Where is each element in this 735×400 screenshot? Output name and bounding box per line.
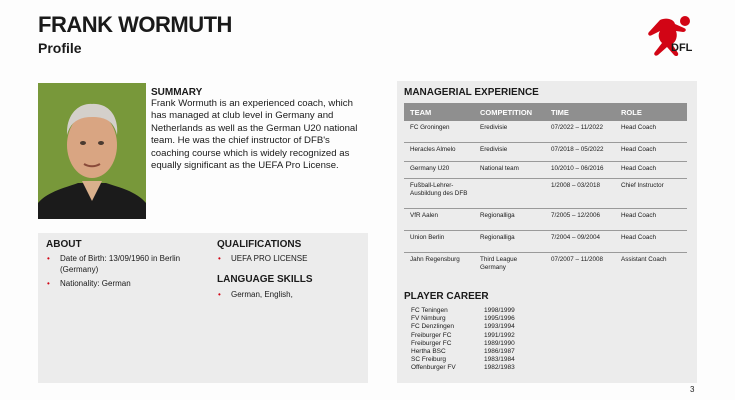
coach-photo bbox=[38, 83, 146, 219]
competition-cell: Eredivisie bbox=[474, 142, 545, 161]
table-row bbox=[404, 161, 687, 178]
season-cell: 1995/1996 bbox=[484, 315, 515, 323]
managerial-table bbox=[404, 103, 687, 278]
competition-cell: Third League Germany bbox=[480, 255, 518, 271]
club-cell: Offenburger FV bbox=[411, 364, 456, 372]
table-row bbox=[404, 252, 687, 278]
time-cell: 7/2004 – 09/2004 bbox=[545, 230, 615, 252]
list-item bbox=[411, 323, 515, 331]
column-header-competition: COMPETITION bbox=[474, 103, 545, 121]
managerial-panel bbox=[397, 81, 697, 383]
page-number: 3 bbox=[690, 385, 695, 394]
list-item bbox=[411, 364, 515, 372]
list-item bbox=[411, 332, 515, 340]
language-skills-list bbox=[217, 289, 357, 303]
season-cell: 1986/1987 bbox=[484, 348, 515, 356]
season-cell: 1983/1984 bbox=[484, 356, 515, 364]
language-item: • German, English, bbox=[217, 289, 357, 300]
competition-cell: Regionalliga bbox=[474, 208, 545, 230]
player-career-table bbox=[411, 307, 515, 373]
qualifications-heading: QUALIFICATIONS bbox=[217, 239, 302, 250]
season-cell: 1993/1994 bbox=[484, 323, 515, 331]
about-list bbox=[46, 253, 196, 292]
qualification-item: • UEFA PRO LICENSE bbox=[217, 253, 357, 264]
season-cell: 1998/1999 bbox=[484, 307, 515, 314]
club-cell: Hertha BSC bbox=[411, 348, 446, 356]
column-header-team: TEAM bbox=[404, 103, 474, 121]
about-heading: ABOUT bbox=[46, 239, 82, 250]
page-subtitle: Profile bbox=[38, 40, 82, 56]
team-cell: Jahn Regensburg bbox=[410, 255, 460, 263]
club-cell: FV Nimburg bbox=[411, 315, 446, 323]
season-cell: 1991/1992 bbox=[484, 331, 515, 339]
club-cell: Freiburger FC bbox=[411, 339, 452, 347]
table-row bbox=[404, 121, 687, 142]
role-cell: Head Coach bbox=[615, 142, 687, 161]
time-cell: 07/2022 – 11/2022 bbox=[545, 121, 615, 142]
role-cell: Assistant Coach bbox=[621, 255, 667, 263]
club-cell: SC Freiburg bbox=[411, 356, 447, 364]
language-skills-heading: LANGUAGE SKILLS bbox=[217, 274, 313, 285]
about-panel bbox=[38, 233, 368, 383]
season-cell: 1982/1983 bbox=[484, 364, 515, 372]
table-row bbox=[404, 230, 687, 252]
summary-heading: SUMMARY bbox=[151, 87, 203, 98]
club-cell: FC Teningen bbox=[411, 307, 448, 314]
about-item-dob: • Date of Birth: 13/09/1960 in Berlin (Germany) bbox=[46, 253, 196, 275]
list-item bbox=[411, 315, 515, 323]
list-item bbox=[411, 340, 515, 348]
list-item bbox=[411, 348, 515, 356]
dfl-logo-text: DFL bbox=[671, 42, 693, 54]
role-cell: Head Coach bbox=[615, 161, 687, 178]
list-item bbox=[411, 307, 515, 315]
role-cell: Head Coach bbox=[615, 230, 687, 252]
time-cell: 7/2005 – 12/2006 bbox=[545, 208, 615, 230]
column-header-role: ROLE bbox=[615, 103, 687, 121]
team-cell: Germany U20 bbox=[404, 161, 474, 178]
time-cell: 1/2008 – 03/2018 bbox=[545, 178, 615, 208]
player-career-heading: PLAYER CAREER bbox=[404, 291, 489, 302]
competition-cell: Regionalliga bbox=[474, 230, 545, 252]
role-cell: Head Coach bbox=[615, 121, 687, 142]
time-cell: 10/2010 – 06/2016 bbox=[545, 161, 615, 178]
team-cell: FC Groningen bbox=[404, 121, 474, 142]
season-cell: 1989/1990 bbox=[484, 339, 515, 347]
team-cell: Union Berlin bbox=[404, 230, 474, 252]
summary-text: Frank Wormuth is an experienced coach, which has managed at club level in Germany and Netherlands as well as the German U20 national team. He was the chief instructor of DFB's coaching course which is widely recognized as equally significant as the UEFA Pro License. bbox=[151, 98, 358, 172]
time-cell: 07/2007 – 11/2008 bbox=[551, 255, 604, 263]
table-row bbox=[404, 178, 687, 208]
table-row bbox=[404, 208, 687, 230]
qualifications-list bbox=[217, 253, 357, 267]
club-cell: FC Denzlingen bbox=[411, 323, 454, 331]
table-row bbox=[404, 142, 687, 161]
team-cell: VfR Aalen bbox=[404, 208, 474, 230]
page-title: FRANK WORMUTH bbox=[38, 12, 232, 37]
club-cell: Freiburger FC bbox=[411, 331, 452, 339]
list-item bbox=[411, 356, 515, 364]
managerial-heading: MANAGERIAL EXPERIENCE bbox=[404, 87, 539, 98]
competition-cell: Eredivisie bbox=[474, 121, 545, 142]
managerial-header-row bbox=[404, 103, 687, 121]
team-cell: Heracles Almelo bbox=[404, 142, 474, 161]
column-header-time: TIME bbox=[545, 103, 615, 121]
about-item-nationality: • Nationality: German bbox=[46, 278, 196, 289]
competition-cell: National team bbox=[474, 161, 545, 178]
role-cell: Head Coach bbox=[615, 208, 687, 230]
role-cell: Chief Instructor bbox=[615, 178, 687, 208]
team-cell: Fußball-Lehrer-Ausbildung des DFB bbox=[404, 178, 474, 208]
competition-cell bbox=[474, 178, 545, 208]
time-cell: 07/2018 – 05/2022 bbox=[545, 142, 615, 161]
